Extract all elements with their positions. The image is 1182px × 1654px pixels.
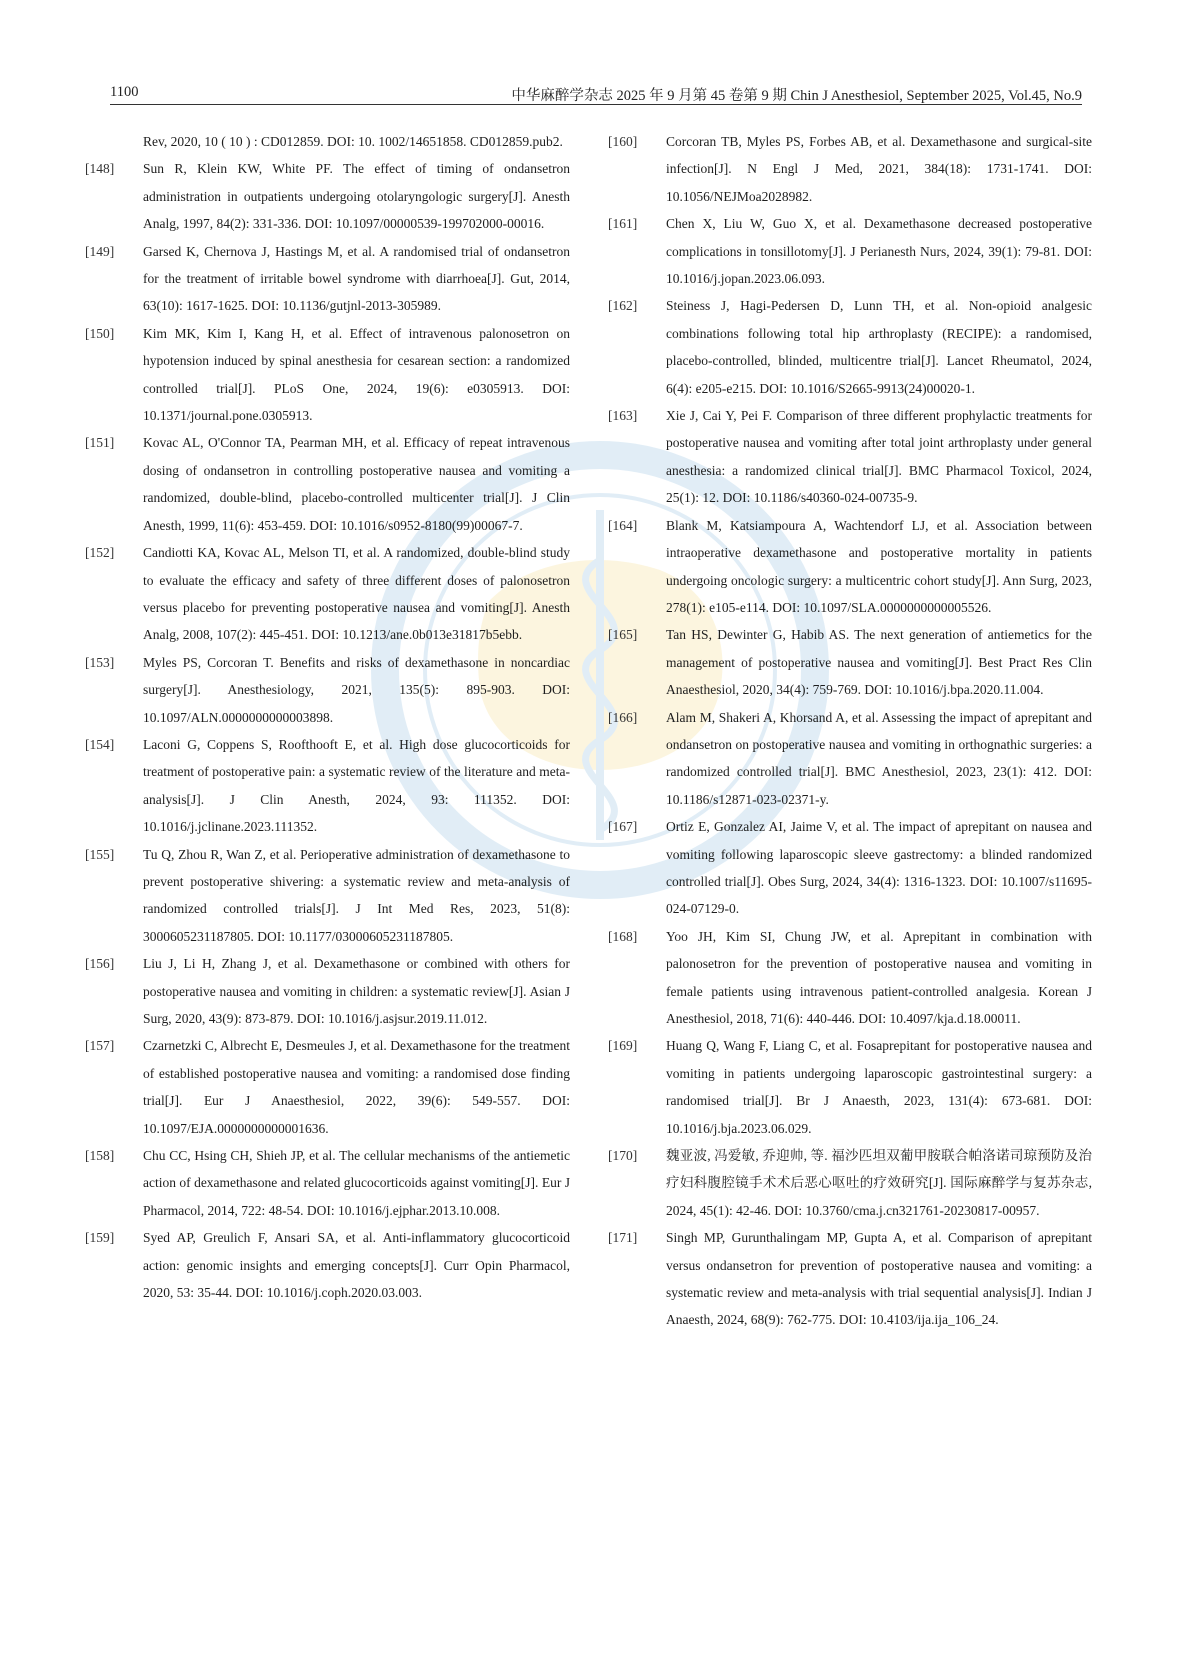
reference-item — [608, 292, 1092, 402]
reference-text: 魏亚波, 冯爱敏, 乔迎帅, 等. 福沙匹坦双葡甲胺联合帕洛诺司琼预防及治疗妇科腹腔镜手术术后恶心呕吐的疗效研究[J]. 国际麻醉学与复苏杂志, 2024, 45(1): 42-46. DOI: 10.3760/cma.j.cn321761-20230817-00957. — [666, 1148, 1092, 1218]
reference-item — [608, 621, 1092, 703]
reference-item — [608, 512, 1092, 622]
reference-item — [608, 1142, 1092, 1224]
reference-number: [153] — [85, 654, 115, 670]
left-column — [85, 128, 570, 1306]
reference-text: Myles PS, Corcoran T. Benefits and risks of dexamethasone in noncardiac surgery[J]. Anesthesiology, 2021, 135(5): 895-903. DOI: 10.1097/ALN.0000000000003898. — [143, 654, 570, 725]
reference-text: Corcoran TB, Myles PS, Forbes AB, et al. Dexamethasone and surgical-site infection[J]. N Engl J Med, 2021, 384(18): 1731-1741. DOI: 10.1056/NEJMoa2028982. — [666, 134, 1092, 204]
reference-text: Kovac AL, O'Connor TA, Pearman MH, et al. Efficacy of repeat intravenous dosing of ondansetron in controlling postoperative nausea and vomiting a randomized, double-blind, placebo-controlled multicenter trial[J]. J Clin Anesth, 1999, 11(6): 453-459. DOI: 10.1016/s0952-8180(99)00067-7. — [143, 435, 570, 533]
reference-item — [608, 1032, 1092, 1142]
reference-number: [148] — [85, 161, 115, 177]
reference-item — [608, 402, 1092, 512]
reference-item — [85, 841, 570, 951]
reference-text: Chen X, Liu W, Guo X, et al. Dexamethasone decreased postoperative complications in tonsillotomy[J]. J Perianesth Nurs, 2024, 39(1): 79-81. DOI: 10.1016/j.jopan.2023.06.093. — [666, 216, 1092, 287]
reference-item — [85, 320, 570, 430]
reference-number: [168] — [608, 928, 638, 944]
reference-item — [85, 1142, 570, 1224]
reference-text: Steiness J, Hagi-Pedersen D, Lunn TH, et al. Non-opioid analgesic combinations following total hip arthroplasty (RECIPE): a randomised, placebo-controlled, blinded, multicentre trial[J]. Lancet Rheumatol, 2024, 6(4): e205-e215. DOI: 10.1016/S2665-9913(24)00020-1. — [666, 298, 1092, 396]
reference-text: Yoo JH, Kim SI, Chung JW, et al. Aprepitant in combination with palonosetron for the prevention of postoperative nausea and vomiting in female patients using intravenous patient-controlled analgesia. Korean J Anesthesiol, 2018, 71(6): 440-446. DOI: 10.4097/kja.d.18.00011. — [666, 928, 1092, 1026]
reference-item — [85, 429, 570, 539]
reference-text: Rev, 2020, 10 ( 10 ) : CD012859. DOI: 10. 1002/14651858. CD012859.pub2. — [143, 134, 563, 149]
reference-number: [158] — [85, 1148, 115, 1164]
reference-number: [157] — [85, 1038, 115, 1054]
reference-text: Tan HS, Dewinter G, Habib AS. The next generation of antiemetics for the management of postoperative nausea and vomiting[J]. Best Pract Res Clin Anaesthesiol, 2020, 34(4): 759-769. DOI: 10.1016/j.bpa.2020.11.004. — [666, 627, 1092, 698]
reference-item — [85, 1032, 570, 1142]
reference-number: [169] — [608, 1038, 638, 1054]
reference-number: [155] — [85, 846, 115, 862]
reference-continuation — [85, 128, 570, 155]
reference-number: [149] — [85, 243, 115, 259]
reference-text: Kim MK, Kim I, Kang H, et al. Effect of intravenous palonosetron on hypotension induced by spinal anesthesia for cesarean section: a randomized controlled trial[J]. PLoS One, 2024, 19(6): e0305913. DOI: 10.1371/journal.pone.0305913. — [143, 325, 570, 424]
reference-item — [85, 649, 570, 731]
reference-number: [160] — [608, 134, 638, 149]
reference-number: [163] — [608, 408, 638, 424]
reference-number: [162] — [608, 298, 638, 314]
running-head: 中华麻醉学杂志 2025 年 9 月第 45 卷第 9 期 Chin J Anesthesiol, September 2025, Vol.45, No.9 — [511, 88, 1082, 104]
reference-text: Singh MP, Gurunthalingam MP, Gupta A, et al. Comparison of aprepitant versus ondansetron for prevention of postoperative nausea and vomiting: a systematic review and meta-analysis with trial sequential analysis[J]. Indian J Anaesth, 2024, 68(9): 762-775. DOI: 10.4103/ija.ija_106_24. — [666, 1230, 1092, 1328]
page-header — [110, 84, 1082, 112]
reference-number: [161] — [608, 216, 638, 232]
reference-number: [150] — [85, 325, 115, 341]
reference-text: Liu J, Li H, Zhang J, et al. Dexamethasone or combined with others for postoperative nausea and vomiting in children: a systematic review[J]. Asian J Surg, 2020, 43(9): 873-879. DOI: 10.1016/j.asjsur.2019.11.012. — [143, 956, 570, 1026]
reference-text: Sun R, Klein KW, White PF. The effect of timing of ondansetron administration in outpatients undergoing otolaryngologic surgery[J]. Anesth Analg, 1997, 84(2): 331-336. DOI: 10.1097/00000539-199702000-00016. — [143, 161, 570, 232]
reference-number: [159] — [85, 1230, 115, 1246]
reference-number: [152] — [85, 545, 115, 561]
reference-number: [165] — [608, 627, 638, 643]
reference-text: Huang Q, Wang F, Liang C, et al. Fosaprepitant for postoperative nausea and vomiting in patients undergoing laparoscopic gastrointestinal surgery: a randomised trial[J]. Br J Anaesth, 2023, 131(4): 673-681. DOI: 10.1016/j.bja.2023.06.029. — [666, 1038, 1092, 1136]
reference-item — [85, 1224, 570, 1306]
reference-number: [151] — [85, 435, 115, 451]
reference-item — [85, 539, 570, 649]
reference-text: Garsed K, Chernova J, Hastings M, et al. A randomised trial of ondansetron for the treatment of irritable bowel syndrome with diarrhoea[J]. Gut, 2014, 63(10): 1617-1625. DOI: 10.1136/gutjnl-2013-305989. — [143, 243, 570, 314]
reference-number: [166] — [608, 709, 638, 725]
page-number: 1100 — [110, 84, 139, 100]
reference-item — [608, 813, 1092, 923]
reference-text: Alam M, Shakeri A, Khorsand A, et al. Assessing the impact of aprepitant and ondansetron on postoperative nausea and vomiting in orthognathic surgeries: a randomized controlled trial[J]. BMC Anesthesiol, 2023, 23(1): 412. DOI: 10.1186/s12871-023-02371-y. — [666, 709, 1092, 807]
reference-number: [171] — [608, 1230, 638, 1246]
reference-number: [164] — [608, 517, 638, 533]
reference-number: [154] — [85, 736, 115, 752]
reference-text: Laconi G, Coppens S, Roofthooft E, et al. High dose glucocorticoids for treatment of postoperative pain: a systematic review of the literature and meta-analysis[J]. J Clin Anesth, 2024, 93: 111352. DOI: 10.1016/j.jclinane.2023.111352. — [143, 736, 570, 835]
reference-text: Chu CC, Hsing CH, Shieh JP, et al. The cellular mechanisms of the antiemetic action of dexamethasone and related glucocorticoids against vomiting[J]. Eur J Pharmacol, 2014, 722: 48-54. DOI: 10.1016/j.ejphar.2013.10.008. — [143, 1148, 570, 1218]
reference-text: Syed AP, Greulich F, Ansari SA, et al. Anti-inflammatory glucocorticoid action: genomic insights and emerging concepts[J]. Curr Opin Pharmacol, 2020, 53: 35-44. DOI: 10.1016/j.coph.2020.03.003. — [143, 1230, 570, 1301]
reference-item — [608, 704, 1092, 814]
reference-text: Candiotti KA, Kovac AL, Melson TI, et al. A randomized, double-blind study to evaluate the efficacy and safety of three different doses of palonosetron versus placebo for preventing postoperative nausea and vomiting[J]. Anesth Analg, 2008, 107(2): 445-451. DOI: 10.1213/ane.0b013e31817b5ebb. — [143, 545, 570, 643]
right-column — [608, 128, 1092, 1334]
reference-item — [85, 155, 570, 237]
reference-text: Czarnetzki C, Albrecht E, Desmeules J, et al. Dexamethasone for the treatment of established postoperative nausea and vomiting: a randomised dose finding trial[J]. Eur J Anaesthesiol, 2022, 39(6): 549-557. DOI: 10.1097/EJA.0000000000001636. — [143, 1038, 570, 1136]
reference-text: Blank M, Katsiampoura A, Wachtendorf LJ, et al. Association between intraoperative dexamethasone and postoperative mortality in patients undergoing oncologic surgery: a multicentric cohort study[J]. Ann Surg, 2023, 278(1): e105-e114. DOI: 10.1097/SLA.0000000000005526. — [666, 517, 1092, 615]
reference-item — [85, 731, 570, 841]
reference-item — [608, 1224, 1092, 1334]
reference-item — [608, 210, 1092, 292]
reference-number: [167] — [608, 819, 638, 835]
reference-number: [170] — [608, 1148, 638, 1164]
reference-text: Tu Q, Zhou R, Wan Z, et al. Perioperative administration of dexamethasone to prevent postoperative shivering: a systematic review and meta-analysis of randomized controlled trials[J]. J Int Med Res, 2023, 51(8): 3000605231187805. DOI: 10.1177/03000605231187805. — [143, 846, 570, 944]
reference-item — [85, 950, 570, 1032]
reference-item — [608, 923, 1092, 1033]
reference-item — [608, 128, 1092, 210]
reference-number: [156] — [85, 956, 115, 972]
reference-text: Xie J, Cai Y, Pei F. Comparison of three different prophylactic treatments for postoperative nausea and vomiting after total joint arthroplasty under general anesthesia: a randomized clinical trial[J]. BMC Pharmacol Toxicol, 2024, 25(1): 12. DOI: 10.1186/s40360-024-00735-9. — [666, 408, 1092, 506]
reference-item — [85, 238, 570, 320]
reference-text: Ortiz E, Gonzalez AI, Jaime V, et al. The impact of aprepitant on nausea and vomiting following laparoscopic sleeve gastrectomy: a blinded randomized controlled trial[J]. Obes Surg, 2024, 34(4): 1316-1323. DOI: 10.1007/s11695-024-07129-0. — [666, 819, 1092, 917]
header-rule — [110, 104, 1082, 105]
